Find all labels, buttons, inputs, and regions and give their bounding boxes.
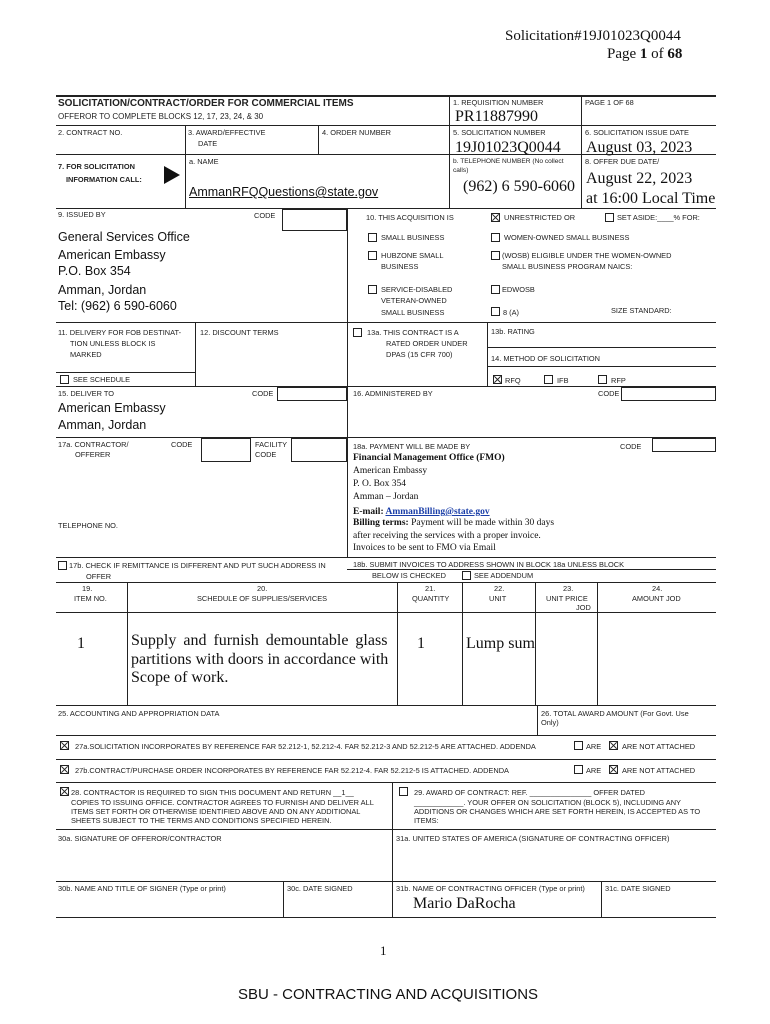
item-description-2: partitions with doors in accordance with xyxy=(131,651,389,668)
offeror-signature-label: 30a. SIGNATURE OF OFFEROR/CONTRACTOR xyxy=(58,834,222,843)
hubzone-label: HUBZONE SMALL xyxy=(381,251,444,260)
issued-by-label: 9. ISSUED BY xyxy=(58,210,106,219)
27a-checkbox[interactable] xyxy=(60,741,69,750)
item-description-3: Scope of work. xyxy=(131,669,229,686)
delivery-fob-label-3: MARKED xyxy=(70,350,102,359)
col-item-no: ITEM NO. xyxy=(74,594,107,603)
rfq-checkbox[interactable] xyxy=(493,375,502,384)
deliver-to-code-label: CODE xyxy=(252,389,274,398)
billing-terms-2: after receiving the services with a proper invoice. xyxy=(353,531,541,541)
billing-email-label: E-mail: xyxy=(353,507,386,517)
method-label: 14. METHOD OF SOLICITATION xyxy=(491,354,600,363)
page-of-label: PAGE 1 OF 68 xyxy=(585,98,634,107)
offeror-date-label: 30c. DATE SIGNED xyxy=(287,884,353,893)
contracting-officer-name[interactable]: Mario DaRocha xyxy=(413,895,516,912)
contractor-code-label: CODE xyxy=(171,440,193,449)
discount-terms-label: 12. DISCOUNT TERMS xyxy=(200,328,279,337)
award-date-label-2: DATE xyxy=(198,139,218,148)
29-text-1: 29. AWARD OF CONTRACT: REF. _______________ OFFER DATED xyxy=(414,788,645,797)
delivery-fob-label-2: TION UNLESS BLOCK IS xyxy=(70,339,156,348)
col-schedule: SCHEDULE OF SUPPLIES/SERVICES xyxy=(197,594,328,603)
sdvosb-label-3: SMALL BUSINESS xyxy=(381,308,445,317)
administered-code-label-top: CODE xyxy=(598,389,620,398)
administered-by-label: 16. ADMINISTERED BY xyxy=(353,389,433,398)
27b-are-not-checkbox[interactable] xyxy=(609,765,618,774)
deliver-to-line-2: Amman, Jordan xyxy=(58,418,147,432)
27b-are-checkbox[interactable] xyxy=(574,765,583,774)
billing-terms-3: Invoices to be sent to FMO via Email xyxy=(353,543,496,553)
ifb-label: IFB xyxy=(557,376,569,385)
8a-label: 8 (A) xyxy=(503,308,520,317)
27b-label: 27b.CONTRACT/PURCHASE ORDER INCORPORATES BY REFERENCE FAR 52.212-4. FAR 52.212-5 IS ATTACHED. ADDENDA xyxy=(75,766,509,775)
form-title: SOLICITATION/CONTRACT/ORDER FOR COMMERCIAL ITEMS xyxy=(58,98,354,109)
issued-by-line-4: Amman, Jordan xyxy=(58,283,147,297)
sdvosb-label-2: VETERAN-OWNED xyxy=(381,296,447,305)
for-solicitation-label: 7. FOR SOLICITATION xyxy=(58,162,135,171)
sdvosb-label: SERVICE-DISABLED xyxy=(381,285,453,294)
issued-by-code-box[interactable] xyxy=(282,209,347,231)
29-text-3: ADDITIONS OR CHANGES WHICH ARE SET FORTH HEREIN, IS ACCEPTED AS TO xyxy=(414,807,701,816)
27b-checkbox[interactable] xyxy=(60,765,69,774)
hubzone-checkbox[interactable] xyxy=(368,251,377,260)
offer-due-date[interactable]: August 22, 2023 xyxy=(586,170,693,187)
col-amount-num: 24. xyxy=(652,584,663,593)
telephone-label: b. TELEPHONE NUMBER (No collect xyxy=(453,158,564,165)
telephone-value[interactable]: (962) 6 590-6060 xyxy=(463,178,575,195)
billing-terms xyxy=(353,517,554,530)
contractor-code-box[interactable] xyxy=(201,438,251,462)
set-aside-checkbox[interactable] xyxy=(605,213,614,222)
edwosb-label: EDWOSB xyxy=(502,285,535,294)
29-text-4: ITEMS: xyxy=(414,816,439,825)
footer-page-number: 1 xyxy=(380,943,387,958)
small-business-checkbox[interactable] xyxy=(368,233,377,242)
solicitation-number-value[interactable]: 19J01023Q0044 xyxy=(455,139,561,156)
order-number-label: 4. ORDER NUMBER xyxy=(322,128,391,137)
billing-terms-label: Billing terms: xyxy=(353,518,409,528)
27a-are-not-checkbox[interactable] xyxy=(609,741,618,750)
payment-code-label: CODE xyxy=(620,442,642,451)
8a-checkbox[interactable] xyxy=(491,307,500,316)
27b-are-not-label: ARE NOT ATTACHED xyxy=(622,766,696,775)
page-indicator xyxy=(607,46,682,63)
item-description-1: Supply and furnish demountable glass xyxy=(131,632,388,649)
27a-are-not-label: ARE NOT ATTACHED xyxy=(622,742,696,751)
solicitation-number-header: Solicitation#19J01023Q0044 xyxy=(505,28,681,44)
rating-label: 13b. RATING xyxy=(491,327,535,336)
contractor-label-2: OFFERER xyxy=(75,450,111,459)
issue-date-value[interactable]: August 03, 2023 xyxy=(586,139,693,156)
submit-invoices-label: 18b. SUBMIT INVOICES TO ADDRESS SHOWN IN BLOCK 18a UNLESS BLOCK xyxy=(353,560,625,569)
payment-label: 18a. PAYMENT WILL BE MADE BY xyxy=(353,442,471,451)
contract-no-label: 2. CONTRACT NO. xyxy=(58,128,123,137)
issue-date-label: 6. SOLICITATION ISSUE DATE xyxy=(585,128,689,137)
payment-line-2: P. O. Box 354 xyxy=(353,479,407,489)
payment-code-box[interactable] xyxy=(652,438,716,452)
signer-name-label: 30b. NAME AND TITLE OF SIGNER (Type or print) xyxy=(58,884,226,893)
issued-by-line-1: General Services Office xyxy=(58,230,190,244)
total-award-label: 26. TOTAL AWARD AMOUNT (For Govt. Use xyxy=(541,709,689,718)
col-schedule-num: 20. xyxy=(257,584,268,593)
officer-name-label: 31b. NAME OF CONTRACTING OFFICER (Type or print) xyxy=(396,884,585,893)
form-subtitle: OFFEROR TO COMPLETE BLOCKS 12, 17, 23, 24, & 30 xyxy=(58,112,264,121)
remittance-checkbox[interactable] xyxy=(58,561,67,570)
delivery-fob-label: 11. DELIVERY FOR FOB DESTINAT- xyxy=(58,328,182,337)
naics-label: SMALL BUSINESS PROGRAM NAICS: xyxy=(502,262,633,271)
deliver-to-code-box[interactable] xyxy=(277,387,347,401)
col-unit-price: UNIT PRICE xyxy=(546,594,588,603)
wosb-eligible-checkbox[interactable] xyxy=(491,251,500,260)
page-mid: of xyxy=(647,46,668,62)
total-award-label-2: Only) xyxy=(541,718,559,727)
rfq-label: RFQ xyxy=(505,376,521,385)
submit-invoices-label-2: BELOW IS CHECKED xyxy=(372,571,446,580)
rated-order-checkbox[interactable] xyxy=(353,328,362,337)
27a-label: 27a.SOLICITATION INCORPORATES BY REFERENCE FAR 52.212-1, 52.212-4. FAR 52.212-3 AND 52.212-5 ARE ATTACHED. ADDENDA xyxy=(75,742,536,751)
sdvosb-checkbox[interactable] xyxy=(368,285,377,294)
issued-by-line-2: American Embassy xyxy=(58,248,166,262)
col-quantity-num: 21. xyxy=(425,584,436,593)
col-quantity: QUANTITY xyxy=(412,594,450,603)
requisition-number-label: 1. REQUISITION NUMBER xyxy=(453,98,544,107)
col-item-no-num: 19. xyxy=(82,584,93,593)
deliver-to-line-1: American Embassy xyxy=(58,401,166,415)
officer-date-label: 31c. DATE SIGNED xyxy=(605,884,671,893)
telephone-no-label: TELEPHONE NO. xyxy=(58,521,118,530)
small-business-label: SMALL BUSINESS xyxy=(381,233,445,242)
issued-by-code-label: CODE xyxy=(254,211,276,220)
arrow-right-icon xyxy=(164,166,180,184)
offer-due-time[interactable]: at 16:00 Local Time xyxy=(586,190,716,207)
see-addendum-label: SEE ADDENDUM xyxy=(474,571,534,580)
issued-by-line-3: P.O. Box 354 xyxy=(58,264,131,278)
contractor-label: 17a. CONTRACTOR/ xyxy=(58,440,129,449)
col-unit-price-cur: JOD xyxy=(576,603,591,612)
name-label: a. NAME xyxy=(189,157,219,166)
27a-are-checkbox[interactable] xyxy=(574,741,583,750)
28-text-2: COPIES TO ISSUING OFFICE. CONTRACTOR AGREES TO FURNISH AND DELIVER ALL xyxy=(71,798,374,807)
28-checkbox[interactable] xyxy=(60,787,69,796)
requisition-number-value[interactable]: PR11887990 xyxy=(455,108,538,125)
unrestricted-checkbox[interactable] xyxy=(491,213,500,222)
rated-order-label: 13a. THIS CONTRACT IS A xyxy=(367,328,459,337)
rfp-checkbox[interactable] xyxy=(598,375,607,384)
wosb-label: WOMEN-OWNED SMALL BUSINESS xyxy=(504,233,630,242)
col-unit-num: 22. xyxy=(494,584,505,593)
accounting-label: 25. ACCOUNTING AND APPROPRIATION DATA xyxy=(58,709,220,718)
28-text-4: SHEETS SUBJECT TO THE TERMS AND CONDITIONS SPECIFIED HEREIN. xyxy=(71,816,332,825)
facility-label: FACILITY xyxy=(255,440,288,449)
29-checkbox[interactable] xyxy=(399,787,408,796)
officer-signature-label: 31a. UNITED STATES OF AMERICA (SIGNATURE OF CONTRACTING OFFICER) xyxy=(396,834,670,843)
see-schedule-label: SEE SCHEDULE xyxy=(73,375,131,384)
edwosb-checkbox[interactable] xyxy=(491,285,500,294)
29-text-2: ____________. YOUR OFFER ON SOLICITATION (BLOCK 5), INCLUDING ANY xyxy=(414,798,681,807)
27b-are-label: ARE xyxy=(586,766,602,775)
offer-due-label: 8. OFFER DUE DATE/ xyxy=(585,157,660,166)
footer-organization: SBU - CONTRACTING AND ACQUISITIONS xyxy=(238,986,539,1003)
28-text-1: 28. CONTRACTOR IS REQUIRED TO SIGN THIS DOCUMENT AND RETURN __1__ xyxy=(71,788,354,797)
item-quantity: 1 xyxy=(417,635,425,652)
contact-email-value[interactable]: AmmanRFQQuestions@state.gov xyxy=(189,185,379,199)
rated-order-label-2: RATED ORDER UNDER xyxy=(386,339,468,348)
payment-line-1: American Embassy xyxy=(353,466,428,476)
size-standard-label: SIZE STANDARD: xyxy=(611,306,672,315)
billing-terms-text: Payment will be made within 30 days xyxy=(408,518,555,528)
27a-are-label: ARE xyxy=(586,742,602,751)
item-number: 1 xyxy=(77,635,85,652)
fmo-name: Financial Management Office (FMO) xyxy=(353,453,505,463)
see-schedule-checkbox[interactable] xyxy=(60,375,69,384)
page-total: 68 xyxy=(667,46,683,62)
issued-by-line-5: Tel: (962) 6 590-6060 xyxy=(58,299,177,313)
payment-line-3: Amman – Jordan xyxy=(353,492,419,502)
28-text-3: ITEMS SET FORTH OR OTHERWISE IDENTIFIED ABOVE AND ON ANY ADDITIONAL xyxy=(71,807,361,816)
col-unit-price-num: 23. xyxy=(563,584,574,593)
telephone-label-2: calls) xyxy=(453,167,469,174)
col-unit: UNIT xyxy=(489,594,507,603)
page-current: 1 xyxy=(639,46,648,62)
see-addendum-checkbox[interactable] xyxy=(462,571,471,580)
remittance-label: 17b. CHECK IF REMITTANCE IS DIFFERENT AND PUT SUCH ADDRESS IN xyxy=(69,561,326,570)
rated-order-label-3: DPAS (15 CFR 700) xyxy=(386,350,453,359)
rfp-label: RFP xyxy=(611,376,626,385)
deliver-to-label: 15. DELIVER TO xyxy=(58,389,115,398)
administered-by-code-box[interactable] xyxy=(621,387,716,401)
hubzone-label-2: BUSINESS xyxy=(381,262,419,271)
facility-code-box[interactable] xyxy=(291,438,347,462)
award-date-label: 3. AWARD/EFFECTIVE xyxy=(188,128,266,137)
wosb-eligible-label: (WOSB) ELIGIBLE UNDER THE WOMEN-OWNED xyxy=(502,251,672,260)
col-amount: AMOUNT JOD xyxy=(632,594,681,603)
item-unit: Lump sum xyxy=(466,635,535,652)
page-prefix: Page xyxy=(607,46,640,62)
ifb-checkbox[interactable] xyxy=(544,375,553,384)
solicitation-number-label: 5. SOLICITATION NUMBER xyxy=(453,128,546,137)
acquisition-label: 10. THIS ACQUISITION IS xyxy=(366,213,454,222)
facility-code-label: CODE xyxy=(255,450,277,459)
billing-email-link[interactable]: AmmanBilling@state.gov xyxy=(385,507,490,517)
information-call-label: INFORMATION CALL: xyxy=(66,175,142,184)
unrestricted-label: UNRESTRICTED OR xyxy=(504,213,576,222)
remittance-label-2: OFFER xyxy=(86,572,112,581)
set-aside-label: SET ASIDE:____% FOR: xyxy=(617,213,700,222)
wosb-checkbox[interactable] xyxy=(491,233,500,242)
